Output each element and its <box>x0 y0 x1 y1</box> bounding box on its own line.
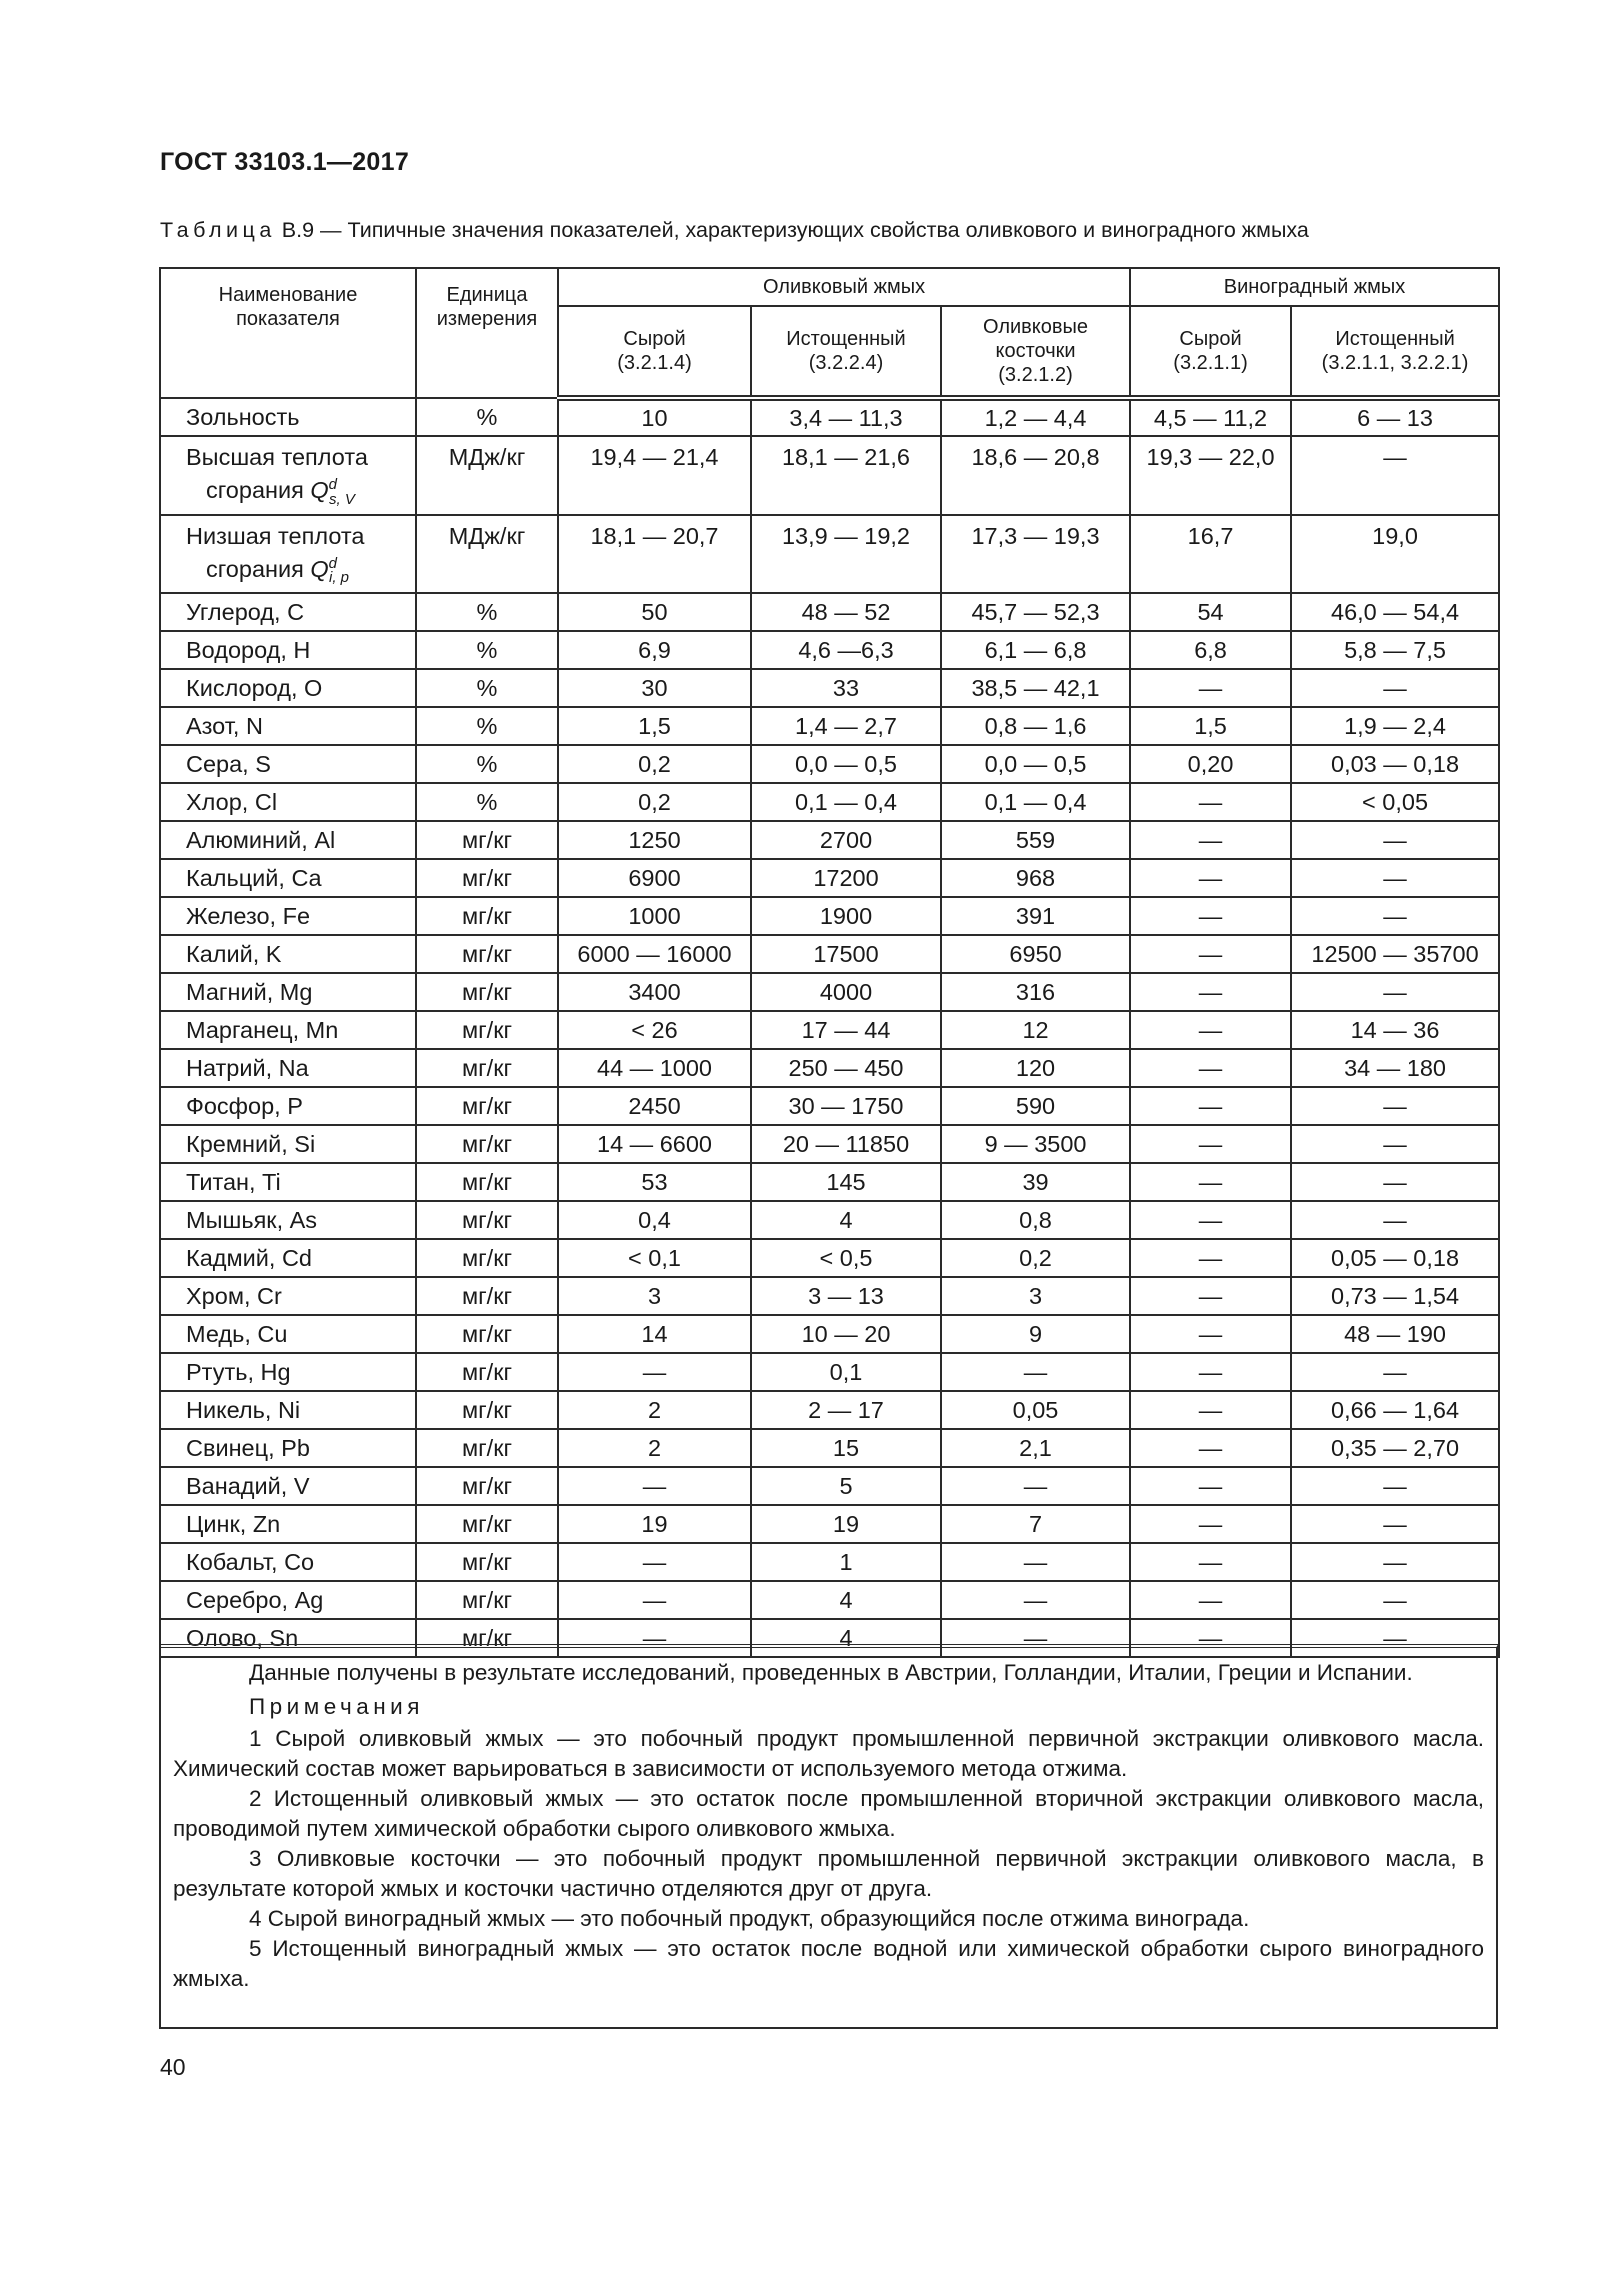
table-row <box>160 1505 1499 1543</box>
cell-value: — <box>941 1581 1130 1619</box>
table-row <box>160 1543 1499 1581</box>
header-name: Наименование показателя <box>160 268 416 398</box>
cell-value: 1,9 — 2,4 <box>1291 707 1499 745</box>
cell-name: Азот, N <box>160 707 416 745</box>
table-row <box>160 1581 1499 1619</box>
cell-unit: % <box>416 398 558 436</box>
cell-value: — <box>1130 1239 1291 1277</box>
cell-value: — <box>1291 1467 1499 1505</box>
cell-value: 3 <box>941 1277 1130 1315</box>
table-row <box>160 821 1499 859</box>
cell-value: 44 — 1000 <box>558 1049 751 1087</box>
header-sub-col: Истощенный (3.2.1.1, 3.2.2.1) <box>1291 306 1499 398</box>
cell-value: — <box>1130 897 1291 935</box>
cell-unit: МДж/кг <box>416 436 558 515</box>
cell-value: 0,1 <box>751 1353 941 1391</box>
cell-value: — <box>1130 669 1291 707</box>
cell-value: 0,2 <box>558 745 751 783</box>
cell-name: Магний, Mg <box>160 973 416 1011</box>
cell-value: 4,5 — 11,2 <box>1130 398 1291 436</box>
table-row <box>160 1353 1499 1391</box>
cell-value: — <box>1291 1543 1499 1581</box>
cell-value: — <box>1130 1315 1291 1353</box>
cell-value: 3,4 — 11,3 <box>751 398 941 436</box>
cell-unit: мг/кг <box>416 1505 558 1543</box>
cell-value: 0,2 <box>558 783 751 821</box>
cell-value: 14 <box>558 1315 751 1353</box>
cell-name: Свинец, Pb <box>160 1429 416 1467</box>
cell-unit: мг/кг <box>416 1429 558 1467</box>
document-code: ГОСТ 33103.1—2017 <box>160 148 410 176</box>
table-row <box>160 897 1499 935</box>
cell-value: — <box>1291 1201 1499 1239</box>
cell-value: 1,2 — 4,4 <box>941 398 1130 436</box>
cell-name: Кальций, Ca <box>160 859 416 897</box>
cell-value: 316 <box>941 973 1130 1011</box>
cell-value: 34 — 180 <box>1291 1049 1499 1087</box>
cell-name: Хром, Cr <box>160 1277 416 1315</box>
cell-name: Мышьяк, As <box>160 1201 416 1239</box>
table-row <box>160 1315 1499 1353</box>
cell-value: — <box>1130 1391 1291 1429</box>
cell-value: < 26 <box>558 1011 751 1049</box>
cell-value: 6000 — 16000 <box>558 935 751 973</box>
table-row <box>160 1163 1499 1201</box>
cell-value: — <box>1130 1277 1291 1315</box>
cell-value: 17500 <box>751 935 941 973</box>
cell-value: — <box>558 1353 751 1391</box>
cell-value: 17200 <box>751 859 941 897</box>
notes-block <box>159 1644 1498 2029</box>
cell-value: — <box>558 1619 751 1657</box>
cell-value: 4 <box>751 1201 941 1239</box>
cell-value: — <box>1291 973 1499 1011</box>
cell-unit: мг/кг <box>416 1163 558 1201</box>
cell-unit: % <box>416 783 558 821</box>
cell-name: Серебро, Ag <box>160 1581 416 1619</box>
table-row <box>160 935 1499 973</box>
cell-value: 4,6 —6,3 <box>751 631 941 669</box>
cell-value: 0,8 — 1,6 <box>941 707 1130 745</box>
cell-unit: мг/кг <box>416 821 558 859</box>
notes-header: Примечания <box>249 1694 424 1719</box>
cell-value: 48 — 190 <box>1291 1315 1499 1353</box>
cell-unit: % <box>416 631 558 669</box>
cell-name: Алюминий, Al <box>160 821 416 859</box>
cell-value: 0,35 — 2,70 <box>1291 1429 1499 1467</box>
cell-value: — <box>1291 821 1499 859</box>
cell-value: — <box>941 1619 1130 1657</box>
cell-value: — <box>1291 1619 1499 1657</box>
cell-value: 4 <box>751 1619 941 1657</box>
note-item: 1 Сырой оливковый жмых — это побочный продукт промышленной первичной экстракции оливкового масла. Химический состав может варьироваться в зависимости от используемого метода отжима. <box>173 1726 1484 1781</box>
cell-value: 53 <box>558 1163 751 1201</box>
cell-value: 1900 <box>751 897 941 935</box>
cell-value: 2 <box>558 1391 751 1429</box>
cell-value: 14 — 36 <box>1291 1011 1499 1049</box>
cell-value: — <box>1130 1353 1291 1391</box>
cell-name: Фосфор, P <box>160 1087 416 1125</box>
table-row <box>160 1391 1499 1429</box>
header-sub-col: Сырой (3.2.1.1) <box>1130 306 1291 398</box>
cell-value: — <box>558 1581 751 1619</box>
cell-unit: мг/кг <box>416 1201 558 1239</box>
table-row <box>160 745 1499 783</box>
table-row <box>160 707 1499 745</box>
cell-value: 0,05 — 0,18 <box>1291 1239 1499 1277</box>
cell-value: — <box>1291 1505 1499 1543</box>
cell-name: Калий, K <box>160 935 416 973</box>
cell-value: 39 <box>941 1163 1130 1201</box>
cell-name: Олово, Sn <box>160 1619 416 1657</box>
cell-unit: мг/кг <box>416 1011 558 1049</box>
cell-value: — <box>1291 1087 1499 1125</box>
note-item: 5 Истощенный виноградный жмых — это остаток после водной или химической обработки сырого виноградного жмыха. <box>173 1936 1484 1991</box>
cell-value: 2,1 <box>941 1429 1130 1467</box>
cell-value: 12 <box>941 1011 1130 1049</box>
cell-value: 48 — 52 <box>751 593 941 631</box>
table-row <box>160 973 1499 1011</box>
table-row <box>160 631 1499 669</box>
cell-value: 12500 — 35700 <box>1291 935 1499 973</box>
cell-value: 0,1 — 0,4 <box>941 783 1130 821</box>
caption-text: В.9 — Типичные значения показателей, характеризующих свойства оливкового и виноградного жмыха <box>275 218 1309 242</box>
cell-value: — <box>1130 1429 1291 1467</box>
table-row <box>160 515 1499 594</box>
cell-unit: мг/кг <box>416 897 558 935</box>
cell-name: Сера, S <box>160 745 416 783</box>
table-row <box>160 1201 1499 1239</box>
table-row <box>160 1467 1499 1505</box>
cell-value: — <box>941 1467 1130 1505</box>
cell-value: 19,4 — 21,4 <box>558 436 751 515</box>
cell-unit: мг/кг <box>416 1277 558 1315</box>
cell-unit: мг/кг <box>416 1543 558 1581</box>
cell-value: — <box>1291 436 1499 515</box>
cell-value: 19,3 — 22,0 <box>1130 436 1291 515</box>
cell-name: Цинк, Zn <box>160 1505 416 1543</box>
table-row <box>160 1049 1499 1087</box>
cell-unit: мг/кг <box>416 1087 558 1125</box>
cell-value: 30 — 1750 <box>751 1087 941 1125</box>
cell-unit: мг/кг <box>416 1353 558 1391</box>
cell-name: Кобальт, Co <box>160 1543 416 1581</box>
cell-value: 17,3 — 19,3 <box>941 515 1130 594</box>
cell-value: 2450 <box>558 1087 751 1125</box>
q-symbol: Q <box>310 555 329 582</box>
table-row <box>160 669 1499 707</box>
cell-value: — <box>1130 783 1291 821</box>
cell-value: 6,8 <box>1130 631 1291 669</box>
cell-value: 3 — 13 <box>751 1277 941 1315</box>
cell-value: 2 — 17 <box>751 1391 941 1429</box>
cell-name: Медь, Cu <box>160 1315 416 1353</box>
cell-value: 14 — 6600 <box>558 1125 751 1163</box>
cell-value: — <box>558 1467 751 1505</box>
cell-value: 1000 <box>558 897 751 935</box>
table-row <box>160 1277 1499 1315</box>
table-row <box>160 398 1499 436</box>
cell-value: — <box>1130 1619 1291 1657</box>
cell-value: 968 <box>941 859 1130 897</box>
cell-value: — <box>1130 1163 1291 1201</box>
cell-value: — <box>1291 897 1499 935</box>
cell-name: Ртуть, Hg <box>160 1353 416 1391</box>
cell-value: — <box>1130 935 1291 973</box>
cell-unit: % <box>416 593 558 631</box>
header-olive-group: Оливковый жмых <box>558 268 1130 306</box>
cell-name: Зольность <box>160 398 416 436</box>
cell-value: 45,7 — 52,3 <box>941 593 1130 631</box>
cell-value: — <box>1130 1125 1291 1163</box>
header-grape-group: Виноградный жмых <box>1130 268 1499 306</box>
cell-value: < 0,05 <box>1291 783 1499 821</box>
cell-value: 7 <box>941 1505 1130 1543</box>
cell-value: 1,5 <box>1130 707 1291 745</box>
cell-unit: мг/кг <box>416 973 558 1011</box>
table-row <box>160 593 1499 631</box>
cell-value: — <box>1130 973 1291 1011</box>
table-row <box>160 1087 1499 1125</box>
cell-value: — <box>558 1543 751 1581</box>
cell-value: — <box>1130 859 1291 897</box>
cell-value: 20 — 11850 <box>751 1125 941 1163</box>
cell-unit: МДж/кг <box>416 515 558 594</box>
cell-value: 5 <box>751 1467 941 1505</box>
cell-value: — <box>941 1543 1130 1581</box>
cell-value: — <box>941 1353 1130 1391</box>
cell-unit: % <box>416 745 558 783</box>
cell-value: 0,0 — 0,5 <box>751 745 941 783</box>
cell-value: 120 <box>941 1049 1130 1087</box>
cell-unit: мг/кг <box>416 859 558 897</box>
table-row <box>160 1239 1499 1277</box>
cell-value: 10 <box>558 398 751 436</box>
cell-value: — <box>1130 1581 1291 1619</box>
caption-label: Таблица <box>160 218 276 242</box>
cell-unit: мг/кг <box>416 1125 558 1163</box>
cell-value: — <box>1130 1505 1291 1543</box>
table-row <box>160 436 1499 515</box>
cell-value: 2700 <box>751 821 941 859</box>
note-item: 4 Сырой виноградный жмых — это побочный продукт, образующийся после отжима винограда. <box>249 1906 1250 1931</box>
cell-name: Ванадий, V <box>160 1467 416 1505</box>
cell-value: 0,03 — 0,18 <box>1291 745 1499 783</box>
cell-value: 9 <box>941 1315 1130 1353</box>
cell-value: 0,8 <box>941 1201 1130 1239</box>
cell-unit: мг/кг <box>416 1391 558 1429</box>
cell-value: 54 <box>1130 593 1291 631</box>
cell-value: 250 — 450 <box>751 1049 941 1087</box>
cell-value: 4000 <box>751 973 941 1011</box>
cell-value: 18,6 — 20,8 <box>941 436 1130 515</box>
cell-value: 3 <box>558 1277 751 1315</box>
cell-name: Хлор, Cl <box>160 783 416 821</box>
table-row <box>160 1011 1499 1049</box>
cell-value: 6,9 <box>558 631 751 669</box>
cell-value: 10 — 20 <box>751 1315 941 1353</box>
cell-name: Марганец, Mn <box>160 1011 416 1049</box>
cell-value: 19 <box>751 1505 941 1543</box>
cell-value: 46,0 — 54,4 <box>1291 593 1499 631</box>
note-item: 2 Истощенный оливковый жмых — это остаток после промышленной вторичной экстракции оливкового масла, проводимой путем химической обработки сырого оливкового жмыха. <box>173 1786 1484 1841</box>
cell-value: 6,1 — 6,8 <box>941 631 1130 669</box>
header-unit: Единица измерения <box>416 268 558 398</box>
cell-name: Кремний, Si <box>160 1125 416 1163</box>
cell-name: Углерод, C <box>160 593 416 631</box>
cell-value: — <box>1291 1163 1499 1201</box>
properties-table <box>159 267 1500 1658</box>
cell-value: 19,0 <box>1291 515 1499 594</box>
cell-name: Железо, Fe <box>160 897 416 935</box>
table-row <box>160 783 1499 821</box>
cell-value: 38,5 — 42,1 <box>941 669 1130 707</box>
cell-unit: мг/кг <box>416 1619 558 1657</box>
cell-value: 1,4 — 2,7 <box>751 707 941 745</box>
cell-value: 18,1 — 21,6 <box>751 436 941 515</box>
table-row <box>160 1429 1499 1467</box>
cell-value: 6950 <box>941 935 1130 973</box>
cell-name: Кислород, O <box>160 669 416 707</box>
cell-value: — <box>1130 821 1291 859</box>
cell-value: 33 <box>751 669 941 707</box>
cell-value: 18,1 — 20,7 <box>558 515 751 594</box>
cell-value: 590 <box>941 1087 1130 1125</box>
cell-unit: мг/кг <box>416 935 558 973</box>
cell-value: 2 <box>558 1429 751 1467</box>
cell-value: 0,1 — 0,4 <box>751 783 941 821</box>
cell-value: — <box>1130 1201 1291 1239</box>
cell-value: 4 <box>751 1581 941 1619</box>
note-item: 3 Оливковые косточки — это побочный продукт промышленной первичной экстракции оливкового масла, в результате которой жмых и косточки частично отделяются друг от друга. <box>173 1846 1484 1901</box>
q-symbol: Q <box>310 476 329 503</box>
cell-value: 3400 <box>558 973 751 1011</box>
cell-unit: мг/кг <box>416 1581 558 1619</box>
cell-value: — <box>1291 1125 1499 1163</box>
cell-unit: мг/кг <box>416 1467 558 1505</box>
cell-value: — <box>1291 669 1499 707</box>
cell-value: — <box>1130 1543 1291 1581</box>
cell-value: 1,5 <box>558 707 751 745</box>
cell-unit: мг/кг <box>416 1239 558 1277</box>
table-caption <box>160 218 1309 243</box>
cell-value: 0,2 <box>941 1239 1130 1277</box>
cell-value: 6 — 13 <box>1291 398 1499 436</box>
cell-name: Никель, Ni <box>160 1391 416 1429</box>
cell-name: Натрий, Na <box>160 1049 416 1087</box>
header-sub-col: Оливковые косточки (3.2.1.2) <box>941 306 1130 398</box>
cell-value: 0,05 <box>941 1391 1130 1429</box>
cell-value: 16,7 <box>1130 515 1291 594</box>
cell-name: Водород, H <box>160 631 416 669</box>
cell-value: 6900 <box>558 859 751 897</box>
header-sub-col: Истощенный (3.2.2.4) <box>751 306 941 398</box>
cell-name: Титан, Ti <box>160 1163 416 1201</box>
cell-name: Кадмий, Cd <box>160 1239 416 1277</box>
cell-value: 0,0 — 0,5 <box>941 745 1130 783</box>
cell-value: 5,8 — 7,5 <box>1291 631 1499 669</box>
cell-value: 0,20 <box>1130 745 1291 783</box>
page-number: 40 <box>160 2054 186 2080</box>
cell-value: 30 <box>558 669 751 707</box>
header-sub-col: Сырой (3.2.1.4) <box>558 306 751 398</box>
cell-value: — <box>1291 1581 1499 1619</box>
cell-value: — <box>1130 1467 1291 1505</box>
cell-value: < 0,5 <box>751 1239 941 1277</box>
cell-value: < 0,1 <box>558 1239 751 1277</box>
cell-value: 559 <box>941 821 1130 859</box>
cell-name: Низшая теплота сгорания $Q^d_{i, p}$ <box>160 515 416 594</box>
cell-value: 9 — 3500 <box>941 1125 1130 1163</box>
cell-value: — <box>1130 1087 1291 1125</box>
table-body <box>160 398 1499 1657</box>
cell-value: 0,4 <box>558 1201 751 1239</box>
cell-value: 13,9 — 19,2 <box>751 515 941 594</box>
cell-value: 15 <box>751 1429 941 1467</box>
cell-value: 1250 <box>558 821 751 859</box>
cell-value: 19 <box>558 1505 751 1543</box>
cell-unit: % <box>416 707 558 745</box>
cell-value: — <box>1130 1049 1291 1087</box>
cell-value: 0,73 — 1,54 <box>1291 1277 1499 1315</box>
cell-value: — <box>1130 1011 1291 1049</box>
cell-value: — <box>1291 1353 1499 1391</box>
cell-unit: мг/кг <box>416 1049 558 1087</box>
cell-unit: % <box>416 669 558 707</box>
cell-name: Высшая теплота сгорания $Q^d_{s, V}$ <box>160 436 416 515</box>
cell-value: 1 <box>751 1543 941 1581</box>
cell-value: 0,66 — 1,64 <box>1291 1391 1499 1429</box>
table-row <box>160 859 1499 897</box>
cell-unit: мг/кг <box>416 1315 558 1353</box>
cell-value: — <box>1291 859 1499 897</box>
cell-value: 50 <box>558 593 751 631</box>
cell-value: 391 <box>941 897 1130 935</box>
table-row <box>160 1125 1499 1163</box>
cell-value: 17 — 44 <box>751 1011 941 1049</box>
cell-value: 145 <box>751 1163 941 1201</box>
notes-intro: Данные получены в результате исследований, проведенных в Австрии, Голландии, Италии, Греции и Испании. <box>249 1660 1413 1685</box>
